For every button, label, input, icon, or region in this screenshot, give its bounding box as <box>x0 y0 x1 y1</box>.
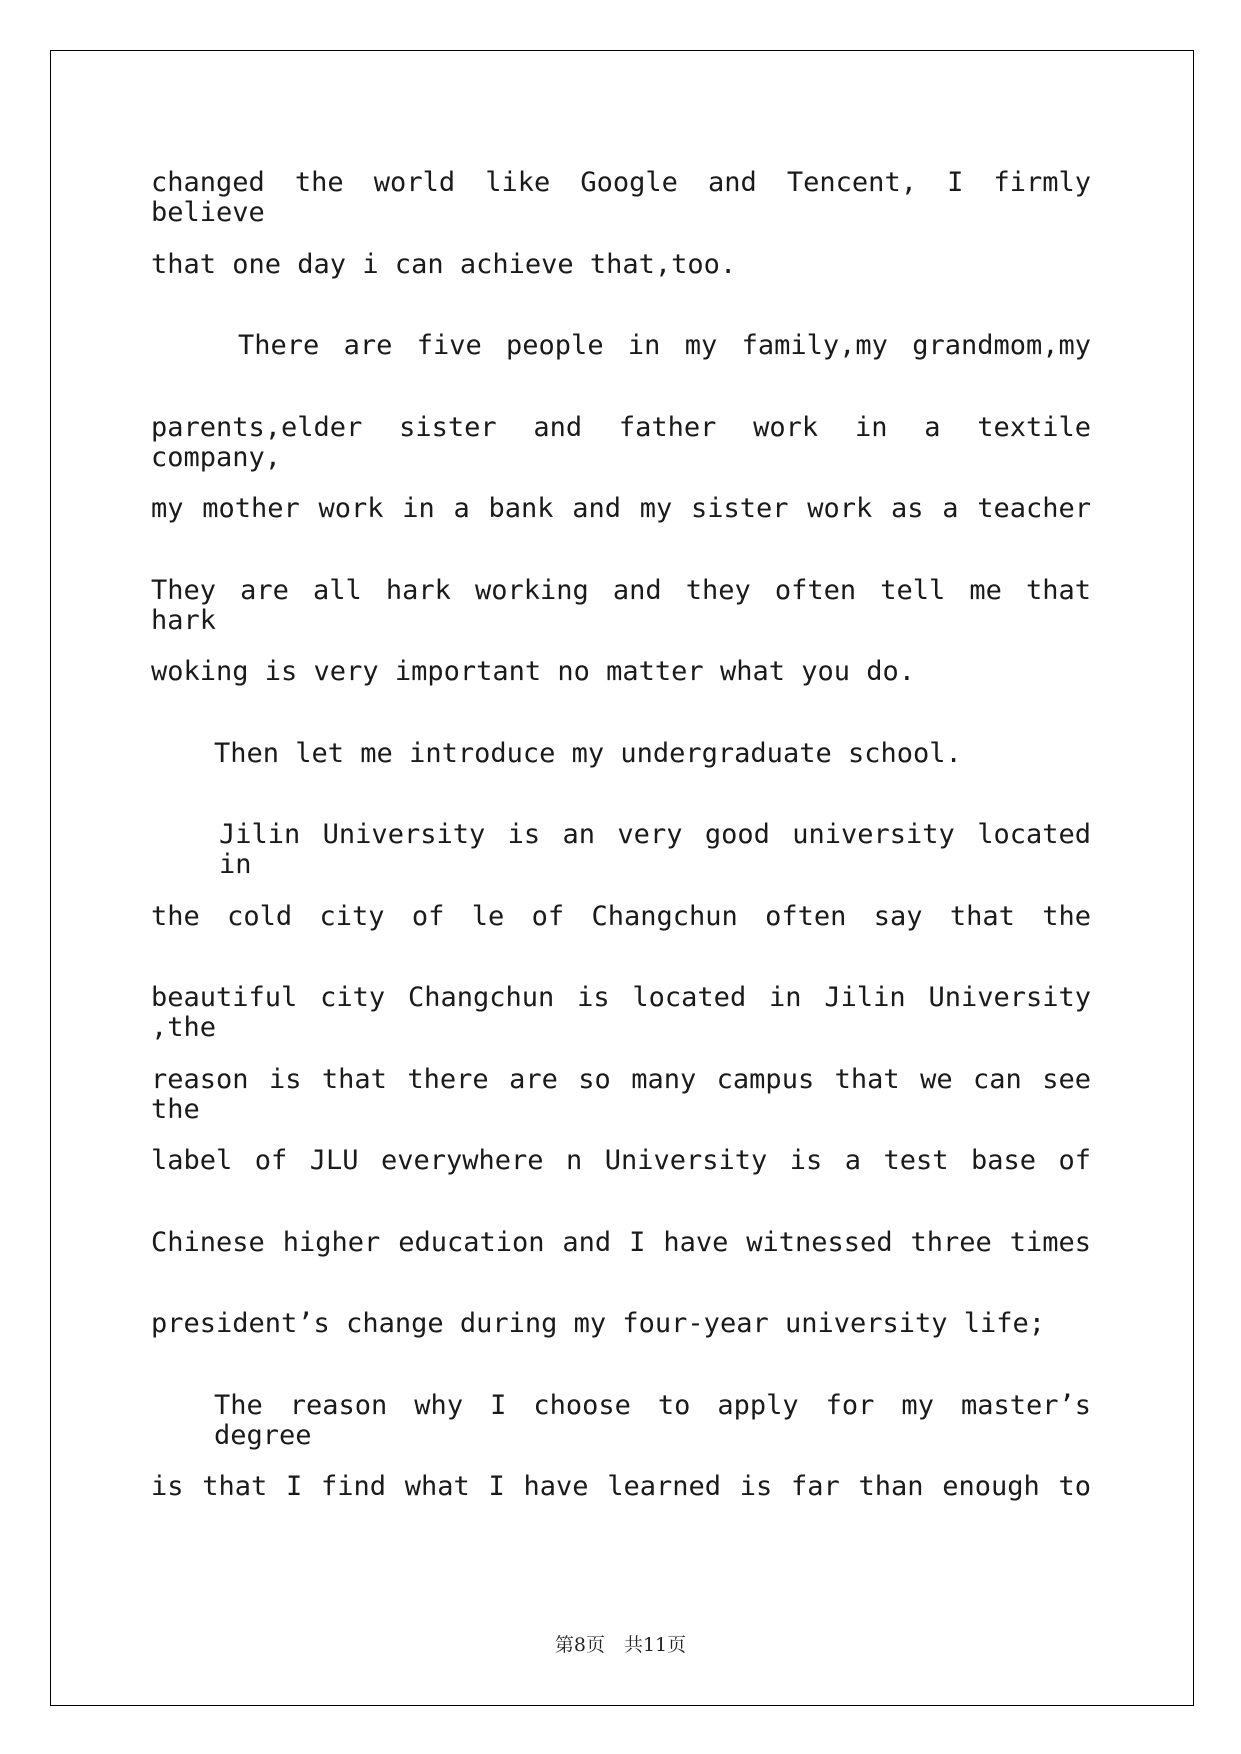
page-number-footer: 第8页 共11页 <box>554 1634 687 1656</box>
text-line: the cold city of le of Changchun often say that the <box>151 900 1091 932</box>
text-line: reason is that there are so many campus that we can see the <box>151 1063 1091 1125</box>
text-line: The reason why I choose to apply for my master’s degree <box>214 1389 1091 1451</box>
text-line: Then let me introduce my undergraduate school. <box>214 737 962 769</box>
text-line: president’s change during my four-year university life; <box>151 1308 1046 1339</box>
text-line: parents,elder sister and father work in a textile company, <box>151 411 1091 473</box>
text-line: changed the world like Google and Tencent, I firmly believe <box>151 167 1091 228</box>
document-body <box>151 168 1091 1554</box>
text-line: my mother work in a bank and my sister work as a teacher <box>151 493 1091 524</box>
text-line: that one day i can achieve that,too. <box>151 248 737 280</box>
text-line: beautiful city Changchun is located in Jilin University ,the <box>151 982 1091 1043</box>
text-line: label of JLU everywhere n University is a test base of <box>151 1145 1091 1176</box>
text-line: is that I find what I have learned is far than enough to <box>151 1471 1091 1502</box>
text-line: Chinese higher education and I have witnessed three times <box>151 1226 1091 1258</box>
text-line: They are all hark working and they often tell me that hark <box>151 574 1091 636</box>
text-line: woking is very important no matter what you do. <box>151 656 916 687</box>
text-line: There are five people in my family,my grandmom,my <box>238 330 1091 361</box>
text-line: Jilin University is an very good university located in <box>219 819 1091 880</box>
